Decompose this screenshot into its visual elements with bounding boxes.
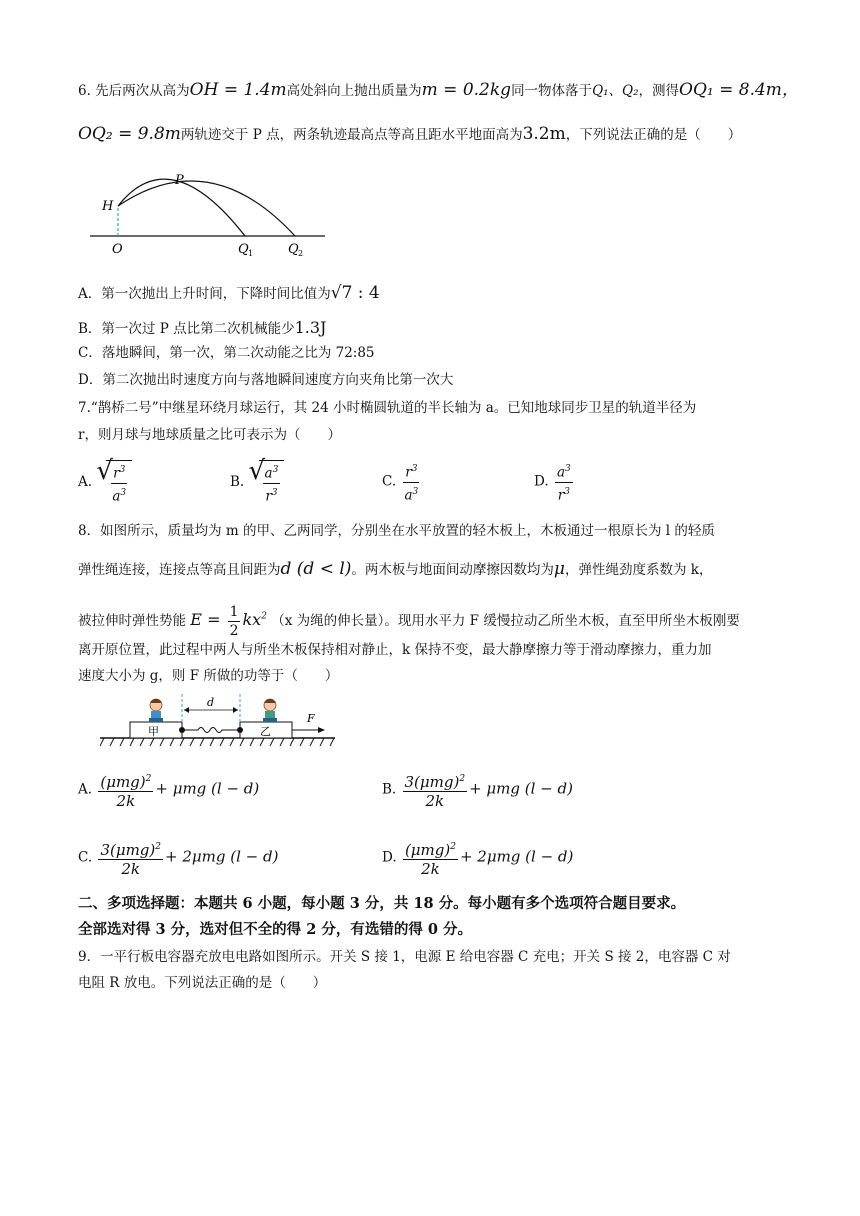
label-F: F [307, 712, 315, 725]
q7-option-d[interactable]: D. $\frac{a^3}{r^3}$ [534, 460, 575, 504]
section2-heading-line2: 全部选对得 3 分，选对但不全的得 2 分，有选错的得 0 分。 [78, 921, 473, 938]
q9-line2: 电阻 R 放电。下列说法正确的是（ ） [78, 975, 327, 991]
q6-stem-line2: OQ₂ = 9.8m两轨迹交于 P 点，两条轨迹最高点等高且距水平地面高为3.2m，下列说法正确的是（ ） [78, 124, 742, 144]
q6-option-c[interactable]: C．落地瞬间，第一次，第二次动能之比为 72:85 [78, 345, 375, 361]
q8-option-c[interactable]: C. $\frac{3(\mu mg)^2}{2k}$ + 2μmg (l − d) [78, 838, 278, 878]
label-jia: 甲 [148, 725, 159, 738]
student-jia-icon [149, 699, 163, 722]
student-yi-icon [263, 699, 277, 722]
label-Q1-sub: 1 [248, 249, 254, 258]
q7-option-c[interactable]: C. $\frac{r^3}{a^3}$ [382, 460, 422, 504]
q8-line1: 8．如图所示，质量均为 m 的甲、乙两同学，分别坐在水平放置的轻木板上，木板通过一根原长为 l 的轻质 [78, 523, 715, 539]
label-P: P [175, 173, 184, 188]
label-d: d [207, 696, 215, 709]
q9-line1: 9．一平行板电容器充放电电路如图所示。开关 S 接 1，电源 E 给电容器 C 充电；开关 S 接 2，电容器 C 对 [78, 949, 731, 965]
label-Q2-sub: 2 [298, 249, 304, 258]
q8-line5: 速度大小为 g，则 F 所做的功等于（ ） [78, 668, 339, 684]
label-H: H [102, 199, 114, 214]
q8-option-d[interactable]: D. $\frac{(\mu mg)^2}{2k}$ + 2μmg (l − d) [382, 838, 573, 878]
q8-line2: 弹性绳连接，连接点等高且间距为d (d < l)。两木板与地面间动摩擦因数均为μ，弹性绳劲度系数为 k， [78, 559, 713, 579]
q7-stem-line1: 7.“鹊桥二号”中继星环绕月球运行，其 24 小时椭圆轨道的半长轴为 a。已知地球同步卫星的轨道半径为 [78, 400, 697, 416]
q8-option-b[interactable]: B. $\frac{3(\mu mg)^2}{2k}$ + μmg (l − d) [382, 770, 573, 810]
label-Q2: Q [288, 242, 299, 257]
q6-option-d[interactable]: D．第二次抛出时速度方向与落地瞬间速度方向夹角比第一次大 [78, 372, 454, 388]
section2-heading-line1: 二、多项选择题：本题共 6 小题，每小题 3 分，共 18 分。每小题有多个选项符合题目要求。 [78, 895, 686, 912]
q8-line4: 离开原位置，此过程中两人与所坐木板保持相对静止，k 保持不变，最大静摩擦力等于滑动摩擦力，重力加 [78, 642, 712, 658]
label-Q1: Q [238, 242, 249, 257]
q6-trajectory-figure [90, 158, 330, 258]
q6-option-a[interactable]: A．第一次抛出上升时间，下降时间比值为√7 : 4 [78, 283, 380, 303]
q8-boards-figure [100, 692, 340, 752]
label-yi: 乙 [260, 725, 271, 738]
q7-option-b[interactable]: B. √ $\frac{a^3}{r^3}$ [230, 460, 284, 505]
q6-stem-line1: 6. 先后两次从高为OH = 1.4m高处斜向上抛出质量为m = 0.2kg同一物体落于Q₁、Q₂，测得OQ₁ = 8.4m， [78, 80, 799, 100]
q8-line3: 被拉伸时弹性势能 E = $\frac{1}{2}$ $kx^2$ （x 为绳的伸长量）。现用水平力 F 缓慢拉动乙所坐木板，直至甲所坐木板刚要 [78, 604, 740, 639]
q8-option-a[interactable]: A. $\frac{(\mu mg)^2}{2k}$ + μmg (l − d) [78, 770, 259, 810]
q6-option-b[interactable]: B．第一次过 P 点比第二次机械能少1.3J [78, 318, 327, 337]
label-O: O [112, 242, 123, 257]
q7-stem-line2: r，则月球与地球质量之比可表示为（ ） [78, 427, 341, 443]
q7-option-a[interactable]: A. √ $\frac{r^3}{a^3}$ [78, 460, 132, 505]
